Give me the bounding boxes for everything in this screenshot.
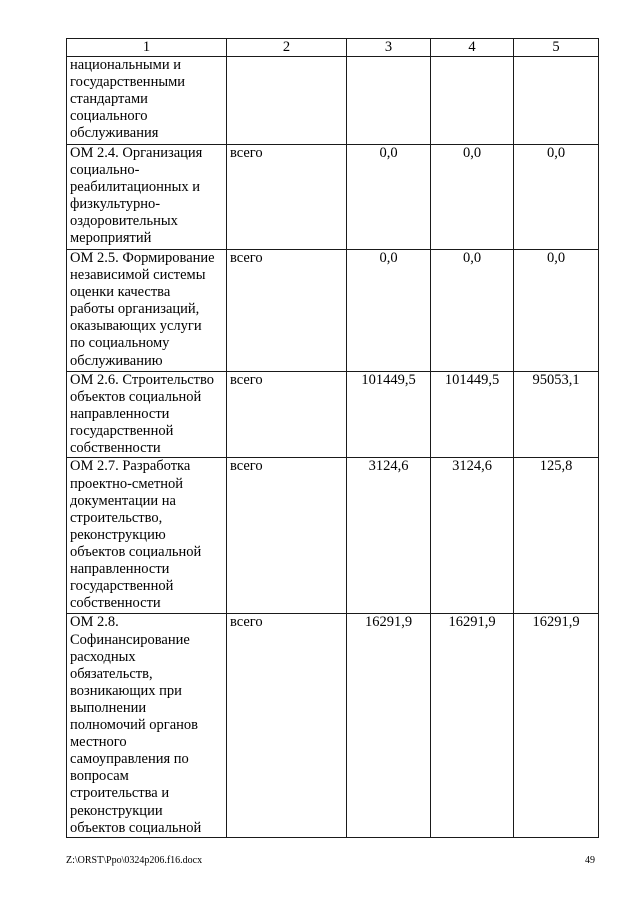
table-row [67,614,599,837]
measure-name-line: местного [70,734,127,751]
measure-name-line: реконструкции [70,802,163,819]
footer-page-number: 49 [585,855,595,866]
measure-name-line: собственности [70,440,161,457]
measure-name-line: объектов социальной [70,543,202,560]
measure-name-line: возникающих при [70,682,182,699]
table-row [67,145,599,250]
measure-name-line: национальными и [70,57,181,73]
value-cell-3: 0,0 [347,145,431,250]
table-row [67,372,599,458]
measure-name-line: объектов социальной [70,819,202,836]
measure-name-line: документации на [70,492,176,509]
value-cell-3: 0,0 [347,250,431,372]
measure-name-line: проектно-сметной [70,475,184,492]
value-cell-5: 0,0 [514,250,599,372]
value-cell-4 [431,57,514,145]
measure-name-line: ОМ 2.4. Организация [70,145,203,161]
header-col-5: 5 [514,39,599,57]
measure-name-line: социально- [70,162,140,179]
measure-name-line: мероприятий [70,230,152,247]
funding-source-cell: всего [227,145,347,250]
measure-name-cell [67,145,227,250]
value-cell-3: 16291,9 [347,614,431,837]
measure-name-line: полномочий органов [70,717,199,734]
measure-name-line: объектов социальной [70,389,202,406]
measure-name-cell [67,372,227,458]
footer-file-path: Z:\ORST\Ppo\0324p206.f16.docx [66,855,203,866]
measure-name-cell [67,57,227,145]
budget-table [66,38,599,838]
header-col-3: 3 [347,39,431,57]
measure-name-line: направленности [70,406,170,423]
measure-name-line: ОМ 2.6. Строительство [70,372,215,388]
measure-name-line: работы организаций, [70,301,200,318]
measure-name-line: социального [70,108,148,125]
value-cell-5 [514,57,599,145]
header-col-2: 2 [227,39,347,57]
value-cell-3: 3124,6 [347,458,431,614]
measure-name-line: реабилитационных и [70,179,201,196]
funding-source-cell: всего [227,614,347,837]
funding-source-cell: всего [227,458,347,614]
value-cell-5: 95053,1 [514,372,599,458]
measure-name-line: обслуживанию [70,352,163,369]
measure-name-line: обязательств, [70,665,153,682]
measure-name-cell [67,614,227,837]
measure-name-line: строительства и [70,785,170,802]
measure-name-line: расходных [70,648,136,665]
measure-name-line: оздоровительных [70,213,178,230]
measure-name-line: выполнении [70,699,147,716]
table-body [67,57,599,838]
measure-name-cell [67,458,227,614]
header-col-1: 1 [67,39,227,57]
measure-name-line: вопросам [70,768,129,785]
measure-name-line: государственными [70,74,186,91]
measure-name-line: ОМ 2.5. Формирование [70,250,215,266]
value-cell-5: 16291,9 [514,614,599,837]
measure-name-line: по социальному [70,335,170,352]
value-cell-4: 0,0 [431,250,514,372]
measure-name-line: самоуправления по [70,751,189,768]
funding-source-cell: всего [227,250,347,372]
value-cell-5: 125,8 [514,458,599,614]
header-col-4: 4 [431,39,514,57]
header-row [67,39,599,57]
table-row [67,57,599,145]
value-cell-4: 0,0 [431,145,514,250]
table-row [67,458,599,614]
measure-name-line: обслуживания [70,125,159,142]
value-cell-4: 3124,6 [431,458,514,614]
measure-name-line: физкультурно- [70,196,161,213]
funding-source-cell [227,57,347,145]
measure-name-line: реконструкцию [70,526,166,543]
measure-name-line: направленности [70,561,170,578]
table-row [67,250,599,372]
measure-name-line: строительство, [70,509,163,526]
funding-source-cell: всего [227,372,347,458]
value-cell-3: 101449,5 [347,372,431,458]
value-cell-3 [347,57,431,145]
measure-name-line: собственности [70,595,161,612]
measure-name-line: государственной [70,423,174,440]
measure-name-line: оценки качества [70,284,171,301]
measure-name-line: ОМ 2.7. Разработка [70,458,191,475]
value-cell-4: 101449,5 [431,372,514,458]
value-cell-5: 0,0 [514,145,599,250]
measure-name-line: оказывающих услуги [70,318,202,335]
measure-name-line: независимой системы [70,267,206,284]
table-header [67,39,599,57]
value-cell-4: 16291,9 [431,614,514,837]
measure-name-line: Софинансирование [70,631,190,648]
measure-name-line: ОМ 2.8. [70,614,119,631]
measure-name-cell [67,250,227,372]
measure-name-line: стандартами [70,91,148,108]
measure-name-line: государственной [70,578,174,595]
